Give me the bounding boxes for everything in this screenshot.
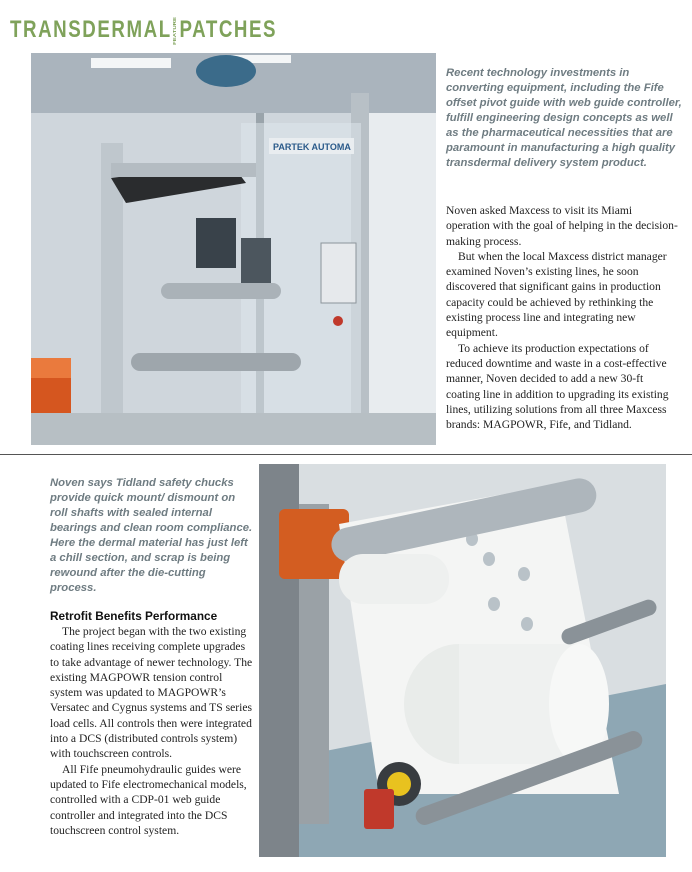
- paragraph: The project began with the two existing coating lines receiving complete upgrades to take advantage of newer technology. The existing MAGPOWR tension control system was updated to MAGPOWR’s Versatec and Cygnus systems and TS series load cells. All controls then were integrated into a DCS (distributed controls system) with touchscreen controls.: [50, 625, 253, 761]
- kicker-left: TRANSDERMAL: [10, 16, 172, 43]
- kicker-right: PATCHES: [179, 16, 278, 43]
- photo-caption-top: Recent technology investments in converting equipment, including the Fife offset pivot guide with web guide controller, fulfill engineering design concepts as well as the pharmaceutical necessities that are paramount in manufacturing a high quality transdermal delivery system product.: [446, 67, 682, 170]
- paragraph: All Fife pneumohydraulic guides were updated to Fife electromechanical models, controlled with a CDP-01 web guide controller and integrated into the DCS touchscreen control system.: [50, 762, 247, 837]
- article-column-left: [50, 624, 255, 838]
- section-kicker: [10, 16, 277, 45]
- article-column-right: [446, 203, 678, 432]
- photo-rewind-rolls: [259, 464, 666, 857]
- machine-sign-text: PARTEK AUTOMA: [273, 142, 351, 152]
- photo-caption-bottom: Noven says Tidland safety chucks provide quick mount/ dismount on roll shafts with sealed internal bearings and clean room compliance. Here the dermal material has just left a chill section, and scrap is being rewound after the die-cutting process.: [50, 477, 253, 595]
- section-divider: [0, 454, 692, 455]
- paragraph: To achieve its production expectations of reduced downtime and waste in a cost-effective manner, Noven decided to add a new 30-ft coating line in addition to upgrading its existing lines, utilizing solutions from all three Maxcess brands: MAGPOWR, Fife, and Tidland.: [446, 341, 669, 432]
- kicker-feature: FEATURE: [173, 16, 178, 45]
- photo-rewind-rolls-art: [259, 464, 666, 857]
- photo-converting-equipment: [31, 53, 436, 445]
- photo-converting-equipment-art: [31, 53, 436, 445]
- paragraph: Noven asked Maxcess to visit its Miami operation with the goal of helping in the decision-making process.: [446, 204, 678, 248]
- subhead: Retrofit Benefits Performance: [50, 609, 218, 623]
- paragraph: But when the local Maxcess district manager examined Noven’s existing lines, he soon discovered that significant gains in production capacity could be achieved by rethinking the existing process line and integrating new equipment.: [446, 249, 667, 340]
